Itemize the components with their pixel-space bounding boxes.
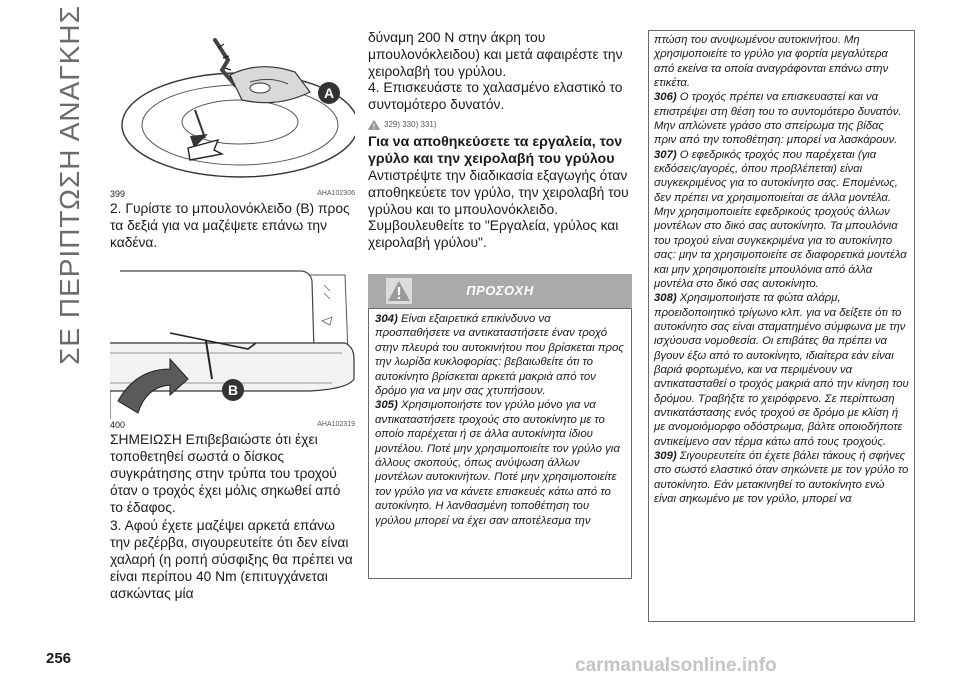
warning-continued: πτώση του ανυψωμένου αυτοκινήτου. Μη χρησιμοποιείτε το γρύλο για φορτία μεγαλύτερα από εκείνα τα οποία αναγράφονται επάνω στην ετικέτα. — [654, 34, 889, 90]
warning-exclamation-icon — [386, 278, 412, 304]
figure-399 — [110, 30, 355, 188]
step-2-text: 2. Γυρίστε το μπουλονόκλειδο (B) προς τα δεξιά για να μαζέψετε επάνω την καδένα. — [110, 201, 350, 250]
warning-triangle-icon — [368, 120, 380, 130]
section-body: Αντιστρέψτε την διαδικασία εξαγωγής όταν αποθηκεύετε τον γρύλο, την χειρολαβή του γρύλου και το μπουλονόκλειδο. Συμβουλευθείτε το "Εργαλεία, γρύλος και χειρολαβή γρύλου". — [368, 167, 629, 251]
warning-306: 306) Ο τροχός πρέπει να επισκευαστεί και να επιστρέψει στη θέση του το συντομότερο δυνατόν. Μην απλώνετε γράσο στο σπείρωμα της βίδας πριν από την τοποθέτηση: μπορεί να λασκάρουν. — [654, 91, 902, 147]
note-text: ΣΗΜΕΙΩΣΗ Επιβεβαιώστε ότι έχει τοποθετηθεί σωστά ο δίσκος συγκράτησης στην τρύπα του τροχού όταν ο τροχός έχει μόλις σηκωθεί από το έδαφος. — [110, 432, 341, 515]
warning-title: ΠΡΟΣΟΧΗ — [466, 283, 534, 299]
section-title-text: ΣΕ ΠΕΡΙΠΤΩΣΗ ΑΝΑΓΚΗΣ — [54, 5, 86, 365]
warning-box-continued — [648, 30, 915, 622]
figure-400 — [110, 261, 355, 419]
section-heading: Για να αποθηκεύσετε τα εργαλεία, τον γρύλο και την χειρολαβή του γρύλου — [368, 133, 623, 167]
callout-a: A — [318, 82, 340, 104]
column-middle — [368, 30, 632, 579]
step-4-text: 4. Επισκευάστε το χαλασμένο ελαστικό το συντομότερο δυνατόν. — [368, 80, 623, 113]
figure-399-caption — [110, 189, 355, 199]
figure-code: AHA102306 — [317, 190, 355, 197]
warning-header — [368, 274, 632, 308]
column-right — [648, 30, 915, 622]
figure-number: 399 — [110, 189, 126, 199]
warning-304: 304) Είναι εξαιρετικά επικίνδυνο να προσπαθήσετε να αντικαταστήσετε έναν τροχό στην πλευρά του αυτοκινήτου που βρίσκεται προς την λωρίδα κυκλοφορίας: βεβαιωθείτε ότι το αυτοκίνητο βρίσκεται αρκετά μακριά από τον δρόμο για να μην σας χτυπήσουν. — [375, 312, 624, 397]
figure-400-caption — [110, 420, 355, 430]
section-title-vertical — [50, 5, 90, 365]
warning-305: 305) Χρησιμοποιήστε τον γρύλο μόνο για να αντικαταστήσετε τροχούς στο αυτοκίνητο με το οποίο παρέχεται ή σε άλλα αυτοκίνητα ίδιου μοντέλου. Ποτέ μην χρησιμοποιείτε τον γρύλο για άλλους σκοπούς, όπως ανύψωση άλλων μοντέλων αυτοκινήτων. Ποτέ μην χρησιμοποιείτε τον γρύλο για να κάνετε επισκευές κάτω από το αυτοκίνητο. Η λανθασμένη τοποθέτηση του γρύλου μπορεί να έχει σαν αποτέλεσμα την — [375, 399, 620, 527]
spare-wheel-illustration — [110, 30, 355, 188]
callout-b: B — [222, 379, 244, 401]
watermark: carmanualsonline.info — [575, 655, 777, 676]
warning-box — [368, 308, 632, 579]
step-3-text: 3. Αφού έχετε μαζέψει αρκετά επάνω την ρεζέρβα, σιγουρευτείτε ότι δεν είναι χαλαρή (η ροπή σύσφιξης θα πρέπει να είναι περίπου 40 Nm (επιτυγχάνεται ασκώντας μία — [110, 518, 353, 601]
figure-number: 400 — [110, 420, 126, 431]
figure-code: AHA102319 — [317, 421, 355, 429]
continued-text: δύναμη 200 N στην άκρη του μπουλονόκλειδου) και μετά αφαιρέστε την χειρολαβή του γρύλου. — [368, 30, 623, 79]
warning-308: 308) Χρησιμοποιήστε τα φώτα αλάρμ, προειδοποιητικό τρίγωνο κλπ. για να δείξετε ότι το αυτοκίνητο σας είναι σταματημένο σύμφωνα με την ισχύουσα νομοθεσία. Οι επιβάτες θα πρέπει να βγουν έξω από το αυτοκίνητο, ιδιαίτερα εάν είναι βαριά φορτωμένο, και να περιμένουν να αντικατασταθεί ο τροχός μακριά από την κίνηση του δρόμου. Τραβήξτε το χειρόφρενο. Σε περίπτωση αντικατάστασης ενός τροχού σε δρόμο με κλίση ή με ανομοιόμορφο οδόστρωμα, βάλτε οποιοδήποτε αντικείμενο σαν τέρμα κάτω από τους τροχούς. — [654, 292, 909, 448]
warning-309: 309) Σιγουρευτείτε ότι έχετε βάλει τάκους ή σφήνες στο σωστό ελαστικό όταν σηκώνετε με τον γρύλο το αυτοκίνητο. Εάν μετακινηθεί το αυτοκίνητο ενώ είναι σηκωμένο με τον γρύλο, μπορεί να — [654, 449, 909, 505]
page-number: 256 — [46, 650, 72, 667]
column-left — [110, 30, 355, 602]
warning-307: 307) Ο εφεδρικός τροχός που παρέχεται (για εκδόσεις/αγορές, όπου προβλέπεται) είναι συγκεκριμένος για το αυτοκίνητο σας. Επομένως, δεν πρέπει να χρησιμοποιείται σε άλλα μοντέλα. Μην χρησιμοποιείτε εφεδρικούς τροχούς άλλων μοντέλων στο δικό σας αυτοκίνητο. Τα μπουλόνια του τροχού είναι συγκεκριμένα για το αυτοκίνητο σας: μην τα χρησιμοποιείτε σε διαφορετικά μοντέλα και μην χρησιμοποιείτε μπουλόνια από άλλα μοντέλα στο δικό σας αυτοκίνητο. — [654, 148, 907, 290]
warning-references — [368, 120, 632, 130]
references-text: 329) 330) 331) — [384, 120, 437, 130]
